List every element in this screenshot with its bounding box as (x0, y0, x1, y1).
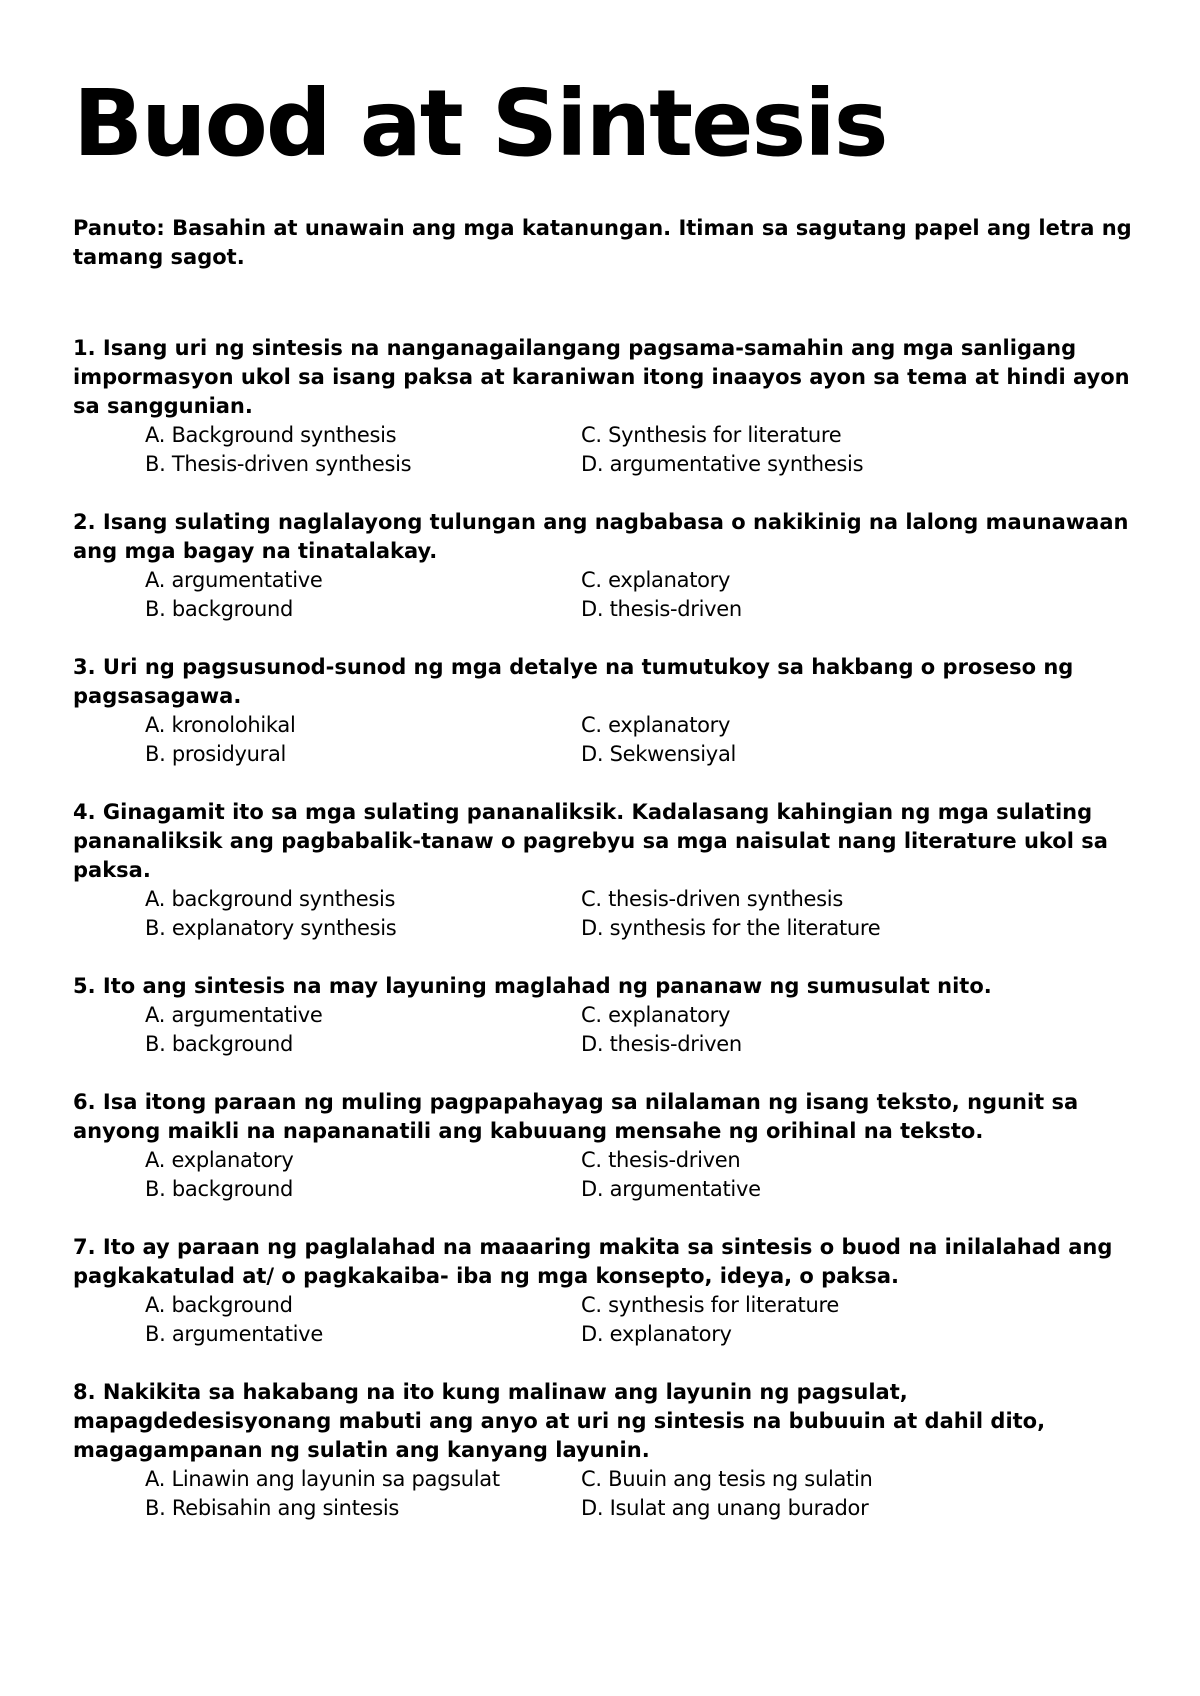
choice-d: D. explanatory (581, 1322, 732, 1346)
answer-choices (73, 711, 1133, 769)
question-text: 2. Isang sulating naglalayong tulungan ang nagbabasa o nakikinig na lalong maunawaan ang mga bagay na tinatalakay. (73, 510, 1129, 563)
choice-c: C. synthesis for literature (581, 1293, 839, 1317)
choice-b: B. background (145, 1177, 294, 1201)
worksheet-page (73, 70, 1133, 1552)
choice-a: A. background synthesis (145, 887, 396, 911)
question-1 (73, 334, 1133, 479)
answer-choices (73, 1001, 1133, 1059)
choice-a: A. explanatory (145, 1148, 294, 1172)
choice-d: D. argumentative synthesis (581, 452, 864, 476)
question-text: 5. Ito ang sintesis na may layuning maglahad ng pananaw ng sumusulat nito. (73, 974, 992, 998)
choice-a: A. Linawin ang layunin sa pagsulat (145, 1467, 500, 1491)
question-3 (73, 653, 1133, 769)
question-2 (73, 508, 1133, 624)
answer-choices (73, 1146, 1133, 1204)
choice-b: B. explanatory synthesis (145, 916, 397, 940)
choice-b: B. prosidyural (145, 742, 287, 766)
choice-c: C. thesis-driven (581, 1148, 741, 1172)
choice-a: A. argumentative (145, 568, 323, 592)
choice-c: C. explanatory (581, 568, 731, 592)
choice-b: B. Thesis-driven synthesis (145, 452, 412, 476)
choice-c: C. explanatory (581, 713, 731, 737)
choice-c: C. Buuin ang tesis ng sulatin (581, 1467, 873, 1491)
question-text: 6. Isa itong paraan ng muling pagpapahayag sa nilalaman ng isang teksto, ngunit sa anyong maikli na napananatili ang kabuuang mensahe ng orihinal na teksto. (73, 1090, 1079, 1143)
choice-d: D. argumentative (581, 1177, 761, 1201)
choice-d: D. Sekwensiyal (581, 742, 737, 766)
choice-d: D. Isulat ang unang burador (581, 1496, 869, 1520)
answer-choices (73, 1465, 1133, 1523)
choice-a: A. argumentative (145, 1003, 323, 1027)
question-text: 1. Isang uri ng sintesis na nanganagailangang pagsama-samahin ang mga sanligang impormasyon ukol sa isang paksa at karaniwan itong inaayos ayon sa tema at hindi ayon sa sanggunian. (73, 336, 1130, 418)
page-title: Buod at Sintesis (73, 70, 887, 177)
choice-d: D. thesis-driven (581, 1032, 742, 1056)
choice-c: C. explanatory (581, 1003, 731, 1027)
choice-c: C. thesis-driven synthesis (581, 887, 843, 911)
choice-c: C. Synthesis for literature (581, 423, 842, 447)
choice-d: D. thesis-driven (581, 597, 742, 621)
choice-d: D. synthesis for the literature (581, 916, 881, 940)
question-7 (73, 1233, 1133, 1349)
choice-b: B. background (145, 597, 294, 621)
choice-a: A. background (145, 1293, 293, 1317)
instructions: Panuto: Basahin at unawain ang mga katanungan. Itiman sa sagutang papel ang letra ng tamang sagot. (73, 216, 1132, 269)
question-text: 3. Uri ng pagsusunod-sunod ng mga detalye na tumutukoy sa hakbang o proseso ng pagsasagawa. (73, 655, 1074, 708)
question-8 (73, 1378, 1133, 1523)
answer-choices (73, 885, 1133, 943)
question-5 (73, 972, 1133, 1059)
choice-b: B. Rebisahin ang sintesis (145, 1496, 400, 1520)
choice-a: A. kronolohikal (145, 713, 296, 737)
answer-choices (73, 1291, 1133, 1349)
question-text: 8. Nakikita sa hakabang na ito kung malinaw ang layunin ng pagsulat, mapagdedesisyonang mabuti ang anyo at uri ng sintesis na bubuuin at dahil dito, magagampanan ng sulatin ang kanyang layunin. (73, 1380, 1046, 1462)
question-text: 7. Ito ay paraan ng paglalahad na maaaring makita sa sintesis o buod na inilalahad ang pagkakatulad at/ o pagkakaiba- iba ng mga konsepto, ideya, o paksa. (73, 1235, 1113, 1288)
choice-b: B. background (145, 1032, 294, 1056)
choice-a: A. Background synthesis (145, 423, 397, 447)
answer-choices (73, 421, 1133, 479)
question-6 (73, 1088, 1133, 1204)
question-text: 4. Ginagamit ito sa mga sulating pananaliksik. Kadalasang kahingian ng mga sulating pananaliksik ang pagbabalik-tanaw o pagrebyu sa mga naisulat nang literature ukol sa paksa. (73, 800, 1108, 882)
answer-choices (73, 566, 1133, 624)
choice-b: B. argumentative (145, 1322, 323, 1346)
question-4 (73, 798, 1133, 943)
question-list (73, 334, 1133, 1523)
